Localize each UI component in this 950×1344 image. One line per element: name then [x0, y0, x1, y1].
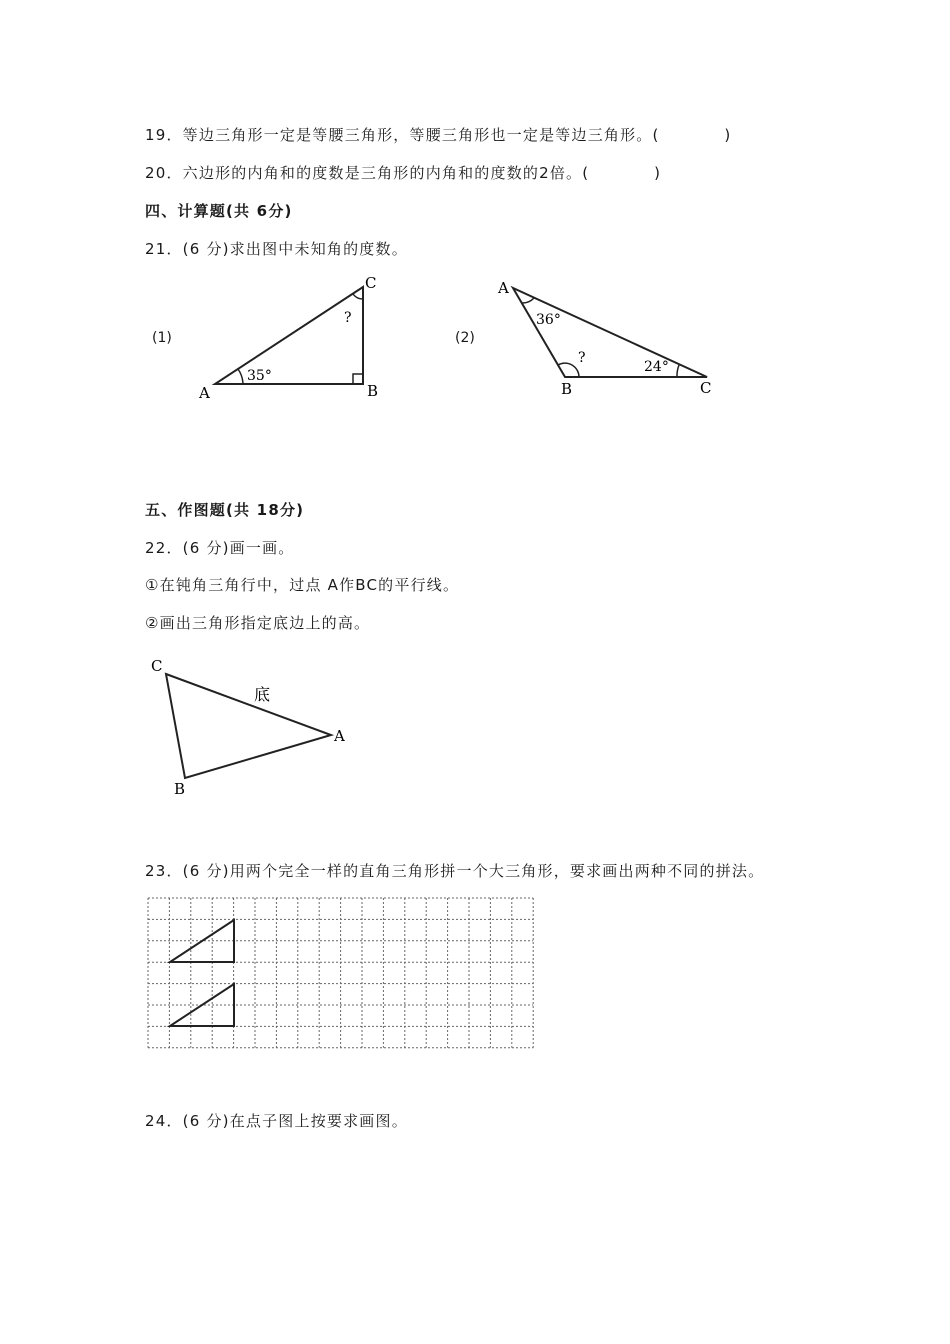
question-23: 23．(6 分)用两个完全一样的直角三角形拼一个大三角形，要求画出两种不同的拼法。 [145, 862, 765, 880]
figure-3-obtuse-triangle [145, 650, 360, 805]
question-24: 24．(6 分)在点子图上按要求画图。 [145, 1112, 408, 1130]
vertex-c-label: C [151, 657, 163, 675]
angle-c-arc [353, 294, 363, 299]
base-label: 底 [254, 685, 271, 704]
triangle-3-shape [166, 674, 331, 778]
vertex-b-label: B [174, 780, 186, 798]
angle-a-value: 35° [247, 368, 272, 384]
angle-a-value: 36° [536, 312, 561, 328]
section-4-heading: 四、计算题(共 6分) [145, 202, 293, 220]
figure-1-label: (1) [152, 330, 172, 346]
figure-4-dotted-grid [145, 895, 540, 1055]
vertex-b-label: B [561, 380, 573, 398]
vertex-c-label: C [700, 379, 712, 397]
section-5-heading: 五、作图题(共 18分) [145, 501, 305, 519]
question-22-part-2: ②画出三角形指定底边上的高。 [145, 614, 371, 632]
question-22: 22．(6 分)画一画。 [145, 539, 295, 557]
vertex-a-label: A [334, 727, 345, 745]
right-angle-mark [353, 374, 363, 384]
triangle-1-shape [215, 287, 363, 384]
vertex-b-label: B [367, 382, 379, 400]
figure-2-triangle [490, 272, 725, 400]
angle-c-arc [677, 365, 679, 377]
figure-2-label: (2) [455, 330, 475, 346]
question-22-part-1: ①在钝角三角行中，过点 A作BC的平行线。 [145, 576, 460, 594]
question-19: 19．等边三角形一定是等腰三角形，等腰三角形也一定是等边三角形。( ) [145, 126, 732, 144]
triangle-2-shape [513, 288, 707, 377]
question-20: 20．六边形的内角和的度数是三角形的内角和的度数的2倍。( ) [145, 164, 662, 182]
angle-c-value: 24° [644, 359, 669, 375]
vertex-a-label: A [199, 384, 210, 402]
unknown-angle-mark: ? [578, 350, 586, 366]
unknown-angle-mark: ? [344, 310, 352, 326]
figure-1-right-triangle [190, 270, 400, 405]
angle-a-arc [522, 298, 534, 303]
angle-a-arc [238, 369, 243, 384]
vertex-a-label: A [498, 279, 509, 297]
vertex-c-label: C [365, 274, 377, 292]
question-21: 21．(6 分)求出图中未知角的度数。 [145, 240, 408, 258]
